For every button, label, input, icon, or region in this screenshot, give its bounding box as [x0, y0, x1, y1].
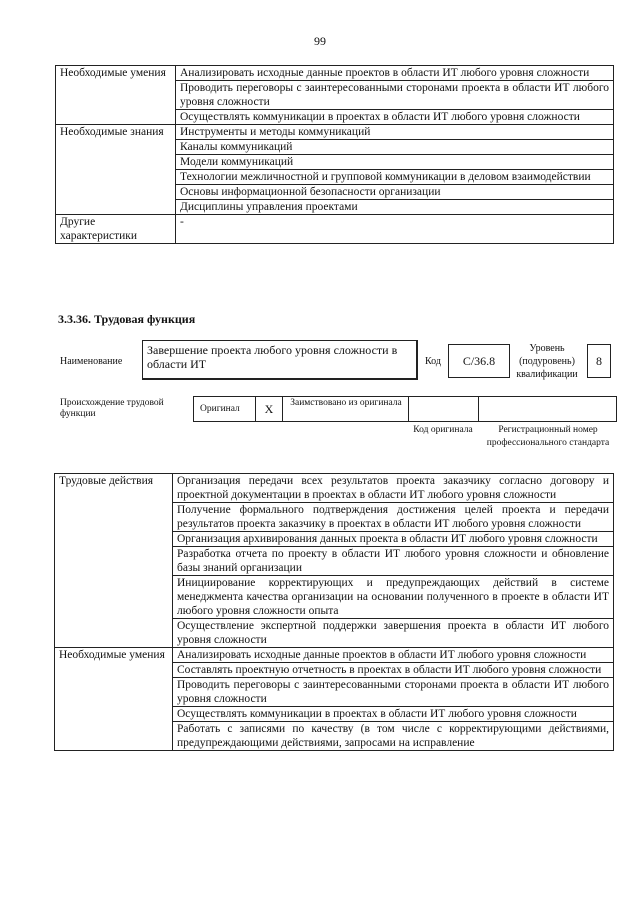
table-cell: Осуществлять коммуникации в проектах в области ИТ любого уровня сложности [176, 110, 614, 125]
original-label: Оригинал [200, 404, 240, 414]
row-label: Необходимые умения [55, 648, 173, 751]
table-cell: Основы информационной безопасности организации [176, 185, 614, 200]
code-value: C/36.8 [448, 344, 510, 378]
name-label: Наименование [60, 356, 123, 367]
requirements-table-top [55, 65, 614, 244]
table-cell: Осуществление экспертной поддержки завершения проекта в области ИТ любого уровня сложности [173, 619, 614, 648]
row-label: Трудовые действия [55, 474, 173, 648]
table-cell: Технологии межличностной и групповой коммуникации в деловом взаимодействии [176, 170, 614, 185]
table-cell: Организация архивирования данных проекта в области ИТ любого уровня сложности [173, 532, 614, 547]
table-cell: Дисциплины управления проектами [176, 200, 614, 215]
table-cell: Получение формального подтверждения достижения целей проекта и передачи результатов проекта заказчику в проектах в области ИТ любого уровня сложности [173, 503, 614, 532]
table-cell: Анализировать исходные данные проектов в области ИТ любого уровня сложности [176, 66, 614, 81]
table-cell: Разработка отчета по проекту в области ИТ любого уровня сложности и обновление базы знаний организации [173, 547, 614, 576]
table-cell: Осуществлять коммуникации в проектах в области ИТ любого уровня сложности [173, 707, 614, 722]
row-label: Необходимые знания [56, 125, 176, 215]
table-cell: Инициирование корректирующих и предупреждающих действий в системе менеджмента качества организации на основании полученного в проекте в области ИТ любого уровня сложности опыта [173, 576, 614, 619]
level-value: 8 [587, 344, 611, 378]
table-cell: Анализировать исходные данные проектов в области ИТ любого уровня сложности [173, 648, 614, 663]
table-cell: Работать с записями по качеству (в том числе с корректирующими действиями, предупреждающими действиями, запросами на исправление [173, 722, 614, 751]
name-value: Завершение проекта любого уровня сложности в области ИТ [142, 340, 418, 380]
table-cell: Составлять проектную отчетность в проектах в области ИТ любого уровня сложности [173, 663, 614, 678]
table-cell: Проводить переговоры с заинтересованными сторонами проекта в области ИТ любого уровня сложности [173, 678, 614, 707]
page-number: 99 [314, 34, 326, 48]
borrowed-label: Заимствовано из оригинала [290, 398, 402, 408]
table-cell: Проводить переговоры с заинтересованными сторонами проекта в области ИТ любого уровня сложности [176, 81, 614, 110]
reg-number-label: Регистрационный номер профессионального стандарта [486, 425, 610, 448]
row-label: Необходимые умения [56, 66, 176, 125]
origin-label: Происхождение трудовой функции [60, 398, 164, 419]
original-mark: X [264, 402, 274, 416]
table-cell: - [176, 215, 614, 244]
table-cell: Модели коммуникаций [176, 155, 614, 170]
level-label: Уровень (подуровень) квалификации [516, 343, 578, 380]
code-label: Код [425, 356, 441, 367]
code-original-label: Код оригинала [413, 425, 473, 435]
table-cell: Организация передачи всех результатов проекта заказчику согласно договору и проектной документации в проектах в области ИТ любого уровня сложности [173, 474, 614, 503]
requirements-table-bottom [54, 473, 614, 751]
table-cell: Инструменты и методы коммуникаций [176, 125, 614, 140]
section-title: 3.3.36. Трудовая функция [58, 312, 196, 326]
row-label: Другие характеристики [56, 215, 176, 244]
table-cell: Каналы коммуникаций [176, 140, 614, 155]
